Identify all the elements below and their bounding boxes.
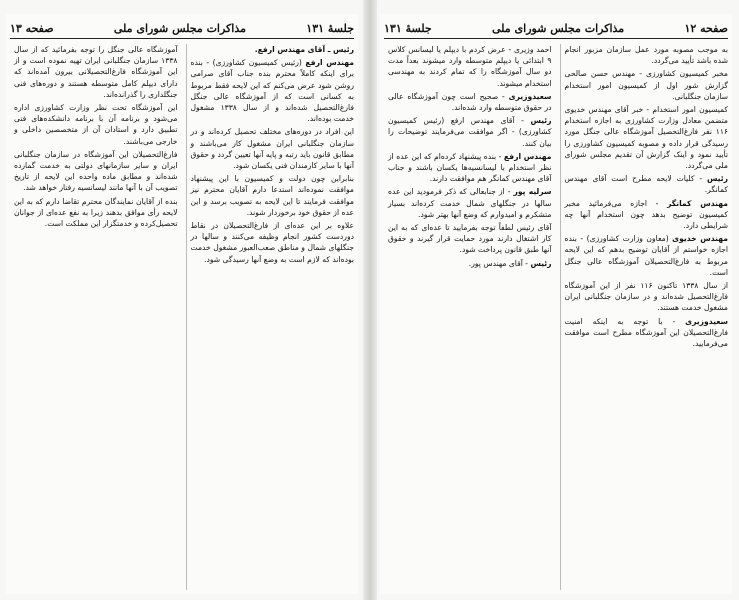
paragraph-text: فارغ‌التحصیلان این آموزشگاه در سازمان جنگلبانی ایران و سایر سازمانهای دولتی به خدمت گمارده شده‌اند و مطابق ماده واحده این لایحه از تاریخ تصویب آن با آنها مانند لیسانسیه رفتار خواهد شد. — [14, 149, 178, 193]
left-page-right-column — [186, 44, 355, 590]
paragraph-text: آموزشگاه عالی جنگل را توجه بفرمائید که از سال ۱۳۳۸ سازمان جنگلبانی ایران تهیه نموده است و از این آموزشگاه فارغ‌التحصیلانی بیرون آمده‌اند که دارای دیپلم کامل متوسطه هستند و دوره‌های فنی جنگلداری را گذرانده‌اند. — [14, 45, 178, 99]
right-page — [380, 14, 732, 594]
speaker-name: مهندس ارفع — [305, 58, 354, 68]
left-page — [6, 14, 358, 594]
paragraph-text: بنده از آقایان نمایندگان محترم تقاضا دارم که به این لایحه رأی موافق بدهند زیرا به نفع عده‌ای از جوانان تحصیل‌کرده و خدمتگزار این مملکت است. — [14, 196, 178, 229]
paragraph-text: - کلیات لایحه مطرح است آقای مهندس کمانگر. — [564, 174, 728, 195]
paragraph-text: به موجب مصوبه مورد عمل سازمان مزبور انجام شده باشد تأیید می‌گردد. — [564, 45, 728, 66]
paragraph-text: بنابراین چون دولت و کمیسیون با این پیشنهاد موافقت نموده‌اند استدعا دارم آقایان محترم نیز موافقت فرمایند تا این لایحه به تصویب برسد و این عده از حقوق خود برخوردار شوند. — [190, 174, 354, 217]
right-header-title: مذاکرات مجلس شورای ملی — [492, 21, 625, 35]
paragraph — [388, 186, 552, 220]
paragraph-text: - آقای مهندس ارفع (رئیس کمیسیون کشاورزی) - اگر موافقت می‌فرمایند توضیحات را بیان کنند. — [388, 116, 552, 148]
left-session-number: جلسهٔ ۱۳۱ — [306, 21, 354, 35]
speaker-name: رئیس ـ آقای مهندس ارفع. — [254, 45, 354, 54]
paragraph-text: - آقای مهندس پور. — [468, 258, 529, 268]
paragraph-text: - اجازه می‌فرمائید مخبر کمیسیون توضیح بدهد چون استخدام آنها چه شرایطی دارد. — [564, 198, 728, 231]
right-page-columns — [384, 44, 728, 590]
paragraph-text: (معاون وزارت کشاورزی) - بنده اجازه خواستم از آقایان توضیح بدهم که این لایحه مربوط به فارغ‌التحصیلان آموزشگاه عالی جنگل است. — [564, 234, 728, 277]
paragraph — [191, 44, 355, 55]
paragraph-text: از سال ۱۳۳۸ تاکنون ۱۱۶ نفر از این آموزشگاه فارغ‌التحصیل شده‌اند و در سازمان جنگلبانی ایران مشغول خدمت هستند. — [564, 281, 728, 313]
paragraph — [565, 233, 729, 278]
paragraph — [565, 104, 729, 171]
paragraph — [191, 126, 355, 171]
speaker-name: مهندس کمانگر — [667, 198, 728, 208]
paragraph — [388, 115, 552, 149]
paragraph — [388, 151, 552, 185]
paragraph-text: - با توجه به اینکه امنیت فارغ‌التحصیلان این آموزشگاه مطرح است موافقت می‌فرمایید. — [564, 316, 728, 349]
paragraph-text: آقای رئیس لطفاً توجه بفرمایید تا عده‌ای که به این کار اشتغال دارند مورد حمایت قرار گیرند و حقوق آنها طبق قانون پرداخت شود. — [388, 223, 552, 255]
right-page-right-column — [560, 44, 729, 590]
left-page-columns — [10, 44, 354, 590]
paragraph — [14, 149, 178, 194]
paragraph — [565, 198, 729, 232]
left-page-header — [10, 18, 354, 39]
paragraph — [388, 44, 552, 89]
paragraph-text: مخبر کمیسیون کشاورزی - مهندس حسن صالحی گزارش شور اول از کمیسیون امور استخدام سازمان جنگلبانی. — [564, 69, 728, 101]
paragraph — [14, 196, 178, 230]
paragraph — [14, 102, 178, 147]
right-page-left-column — [384, 44, 552, 590]
paragraph — [388, 258, 552, 269]
paragraph-text: - صحیح است چون آموزشگاه عالی در حقوق متوسطه وارد شده‌اند. — [388, 91, 552, 113]
paragraph-text: کمیسیون امور استخدام - خبر آقای مهندس خدیوی متضمن معادل وزارت کشاورزی به اجازه استخدام ۱۱۶ نفر فارغ‌التحصیل آموزشگاه عالی جنگل مورد رسیدگی قرار داده و مصوبه کمیسیون کشاورزی را تأیید نمود و اینک گزارش آن تقدیم مجلس شورای ملی می‌گردد. — [564, 105, 728, 171]
speaker-name: سعیدوزیری — [685, 316, 728, 326]
paragraph-text: - از جنابعالی که ذکر فرمودید این عده سالها در جنگلهای شمال خدمت کرده‌اند بسیار متشکرم و امیدوارم که وضع آنها بهتر شود. — [388, 187, 552, 219]
paragraph — [191, 173, 355, 218]
speaker-name: مهندس ارفع — [503, 151, 552, 161]
speaker-name: سعیدوزیری — [508, 91, 552, 101]
paragraph-text: احمد وزیری - عرض کردم با دیپلم یا لیسانس کلاس ۹ ابتدائی یا دیپلم متوسطه وارد میشوند بعداً مدت دو سال آموزشگاه را که تمام کردند به مهندسی استخدام میشوند. — [388, 45, 552, 88]
paragraph-text: این آموزشگاه تحت نظر وزارت کشاورزی اداره می‌شود و برنامه آن با برنامه دانشکده‌های فنی تطبیق دارد و استادان آن از متخصصین داخلی و خارجی می‌باشند. — [14, 103, 178, 146]
paragraph-text: (رئیس کمیسیون کشاورزی) - بنده برای اینکه کاملاً محترم بنده جناب آقای صرامی روشن شود عرض می‌کنم که این لایحه فقط مربوط به کسانی است که از آموزشگاه عالی جنگل فارغ‌التحصیل شده‌اند و از سال ۱۳۳۸ مشغول خدمت بوده‌اند. — [190, 58, 354, 124]
left-header-title: مذاکرات مجلس شورای ملی — [113, 21, 247, 35]
speaker-name: رئیس — [530, 258, 552, 268]
book-gutter — [363, 0, 377, 600]
paragraph — [565, 44, 729, 66]
paragraph — [14, 44, 178, 100]
speaker-name: رئیس — [530, 116, 552, 126]
left-page-left-column — [10, 44, 178, 590]
paragraph-text: - بنده پیشنهاد کرده‌ام که این عده از نظر استخدام با لیسانسیه‌ها یکسان باشند و جناب آقای مهندس کمانگر هم موافقت دارند. — [388, 151, 552, 184]
speaker-name: رئیس — [706, 174, 728, 184]
paragraph — [388, 91, 552, 113]
left-page-number: صفحه ۱۳ — [10, 21, 54, 35]
paragraph — [565, 173, 729, 195]
speaker-name: سرلیه پور — [513, 187, 552, 197]
paragraph — [388, 222, 552, 256]
paragraph — [565, 68, 729, 102]
paragraph — [191, 57, 355, 124]
paragraph — [565, 280, 729, 314]
paragraph — [191, 220, 355, 265]
paragraph-text: این افراد در دوره‌های مختلف تحصیل کرده‌اند و در سازمان جنگلبانی ایران مشغول کار می‌باشند و مطابق قانون باید رتبه و پایه آنها تعیین گردد و حقوق آنها با سایر کارمندان فنی یکسان شود. — [190, 127, 354, 171]
right-session-number: جلسهٔ ۱۳۱ — [384, 21, 432, 35]
paragraph — [565, 316, 729, 350]
speaker-name: مهندس خدیوی — [672, 234, 728, 244]
right-page-number: صفحه ۱۲ — [684, 21, 728, 35]
paragraph-text: علاوه بر این عده‌ای از فارغ‌التحصیلان در نقاط دوردست کشور انجام وظیفه می‌کنند و سالها در جنگلهای شمال و مناطق صعب‌العبور مشغول خدمت بوده‌اند که لازم است به وضع آنها رسیدگی شود. — [190, 221, 354, 264]
right-page-header — [384, 18, 728, 39]
